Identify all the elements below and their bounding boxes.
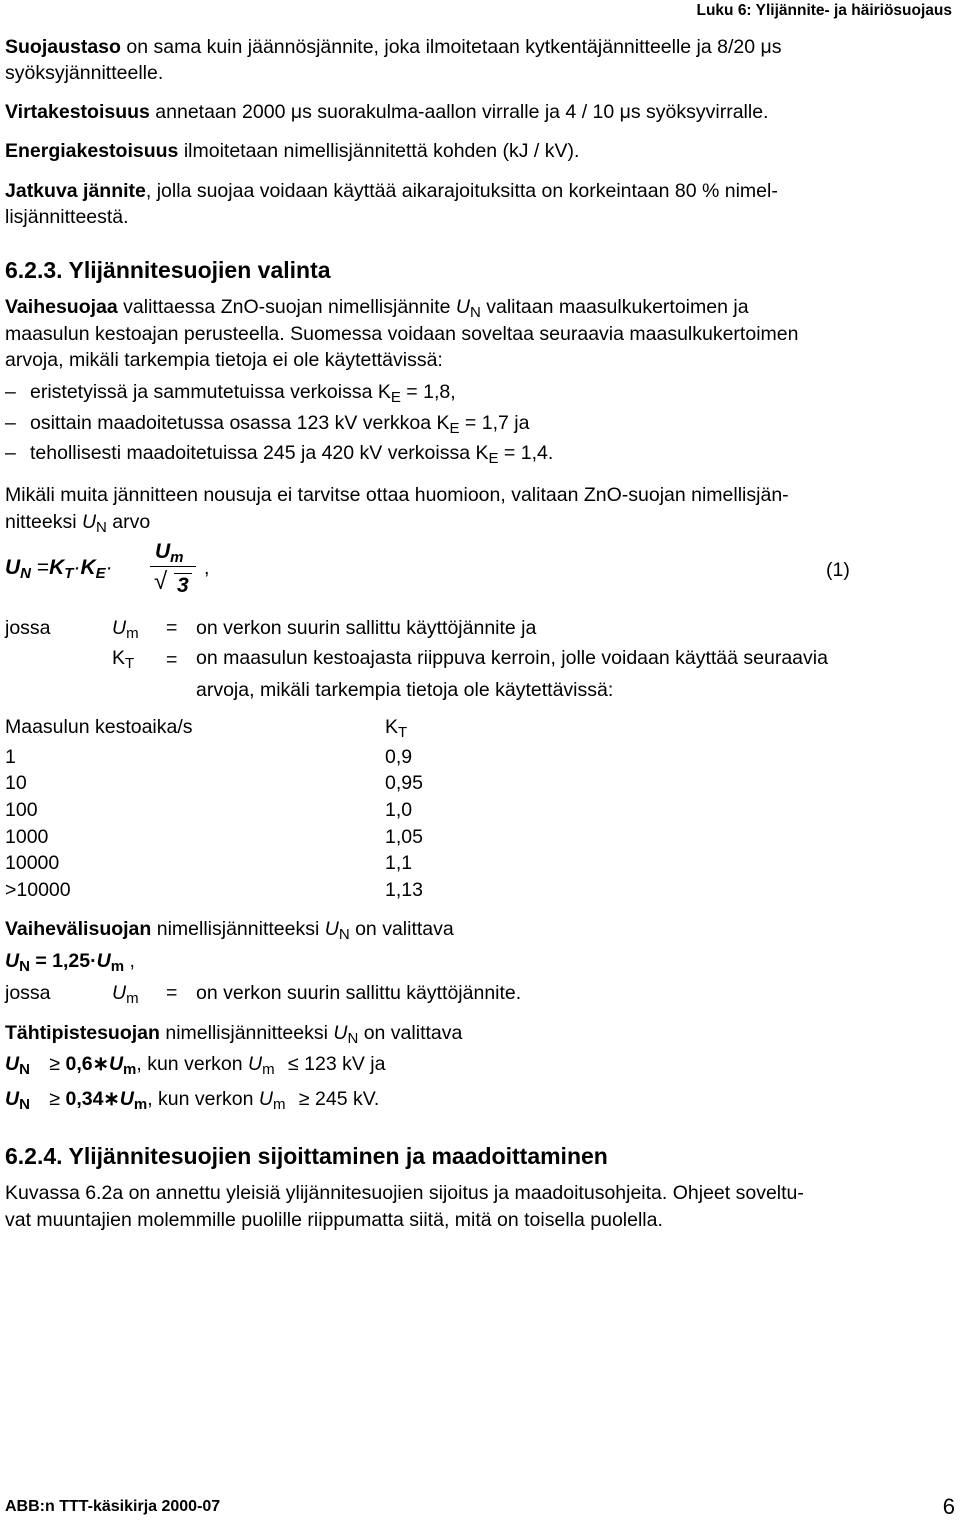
symbol: U (155, 540, 171, 563)
text: annetaan 2000 μs suorakulma-aallon virralle ja 4 / 10 μs syöksyvirralle. (149, 101, 769, 123)
coefficient: 0,6∗ (65, 1053, 109, 1075)
subscript: m (126, 990, 139, 1007)
subscript: N (96, 519, 107, 536)
subscript: E (449, 420, 460, 437)
text: 123 kV ja (304, 1053, 386, 1075)
coefficient: 0,34∗ (65, 1088, 120, 1110)
subscript: N (19, 958, 30, 975)
neutral-arrester-text (5, 1022, 463, 1047)
table-cell-kt: 1,1 (385, 852, 413, 874)
neutral-formula-2 (5, 1088, 380, 1113)
where-definition: on verkon suurin sallittu käyttöjännite. (196, 982, 522, 1004)
text: ilmoitetaan nimellisjännitettä kohden (kJ / kV). (178, 140, 580, 162)
para2-line2 (5, 511, 151, 536)
def-current-withstand (5, 101, 768, 123)
text: on valittava (358, 1022, 463, 1044)
where-definition-cont: arvoja, mikäli tarkempia tietoja ole käytettävissä: (196, 679, 614, 701)
subscript: m (110, 958, 125, 975)
text: , kun verkon (147, 1088, 259, 1110)
symbol: U (5, 950, 20, 972)
symbol: U (5, 1053, 20, 1075)
symbol: U (248, 1053, 263, 1075)
term: Jatkuva jännite (5, 180, 146, 202)
section-title-623: 6.2.3. Ylijännitesuojien valinta (5, 257, 331, 283)
subscript: m (170, 549, 184, 566)
formula-number: (1) (826, 559, 850, 581)
neutral-formula-1 (5, 1053, 386, 1078)
text: valittaessa ZnO-suojan nimellisjännite (117, 296, 456, 318)
where-symbol (112, 647, 135, 672)
intro-line2: maasulun kestoajan perusteella. Suomessa voidaan soveltaa seuraavia maasulkukertoimen (5, 323, 799, 345)
para2-line1: Mikäli muita jännitteen nousuja ei tarvitse ottaa huomioon, valitaan ZnO-suojan nimellisjän- (5, 484, 789, 506)
term: Suojaustaso (5, 36, 121, 58)
term: Energiakestoisuus (5, 140, 179, 162)
text: on sama kuin jäännösjännite, joka ilmoitetaan kytkentäjännitteelle ja 8/20 μs (120, 36, 782, 58)
dash: – (5, 381, 16, 403)
le-sign: ≤ (288, 1053, 299, 1075)
def-protection-level-cont: syöksyjännitteelle. (5, 62, 164, 84)
table-cell-kt: 0,95 (385, 772, 423, 794)
where-symbol (112, 982, 139, 1007)
text: on valittava (349, 918, 454, 940)
sqrt-sign: √ (154, 568, 168, 595)
subscript: N (19, 1061, 30, 1078)
table-cell-kt: 1,0 (385, 799, 413, 821)
subscript: m (262, 1061, 275, 1078)
symbol: K (80, 556, 96, 579)
subscript: N (20, 565, 32, 582)
subscript: m (272, 1096, 286, 1113)
bullet-text (30, 381, 456, 406)
symbol: U (119, 1088, 134, 1110)
formula-comma: , (204, 557, 210, 579)
table-cell-duration: 10000 (5, 852, 60, 874)
bullet-item (5, 412, 16, 434)
page-number: 6 (942, 1494, 955, 1519)
table-cell-duration: >10000 (5, 879, 71, 901)
text: , (124, 950, 135, 972)
dot: · (105, 556, 113, 579)
table-cell-duration: 100 (5, 799, 38, 821)
formula-numerator (155, 540, 184, 564)
dot: · (73, 556, 81, 579)
where-equals: = (166, 649, 178, 671)
def-continuous-voltage (5, 180, 778, 202)
subscript: N (347, 1030, 359, 1047)
def-energy-withstand (5, 140, 579, 162)
text: = 1,25· (29, 950, 97, 972)
where-definition: on maasulun kestoajasta riippuva kerroin, jolle voidaan käyttää seuraavia (196, 647, 828, 669)
text: , kun verkon (136, 1053, 249, 1075)
formula-1 (5, 556, 113, 580)
phase-arrester-intro (5, 296, 749, 321)
text: nimellisjännitteeksi (159, 1022, 334, 1044)
fraction-line (150, 566, 196, 567)
symbol: U (5, 556, 21, 579)
symbol: U (112, 617, 127, 639)
symbol: K (385, 716, 399, 738)
bullet-text (30, 442, 554, 467)
text: nimellisjännitteeksi (151, 918, 325, 940)
symbol: U (81, 511, 97, 533)
text: = 1,4. (498, 442, 554, 464)
text: 245 kV. (315, 1088, 380, 1110)
phase-arrester-text (5, 918, 454, 943)
where-equals: = (166, 617, 178, 639)
chapter-header: Luku 6: Ylijännite- ja häiriösuojaus (696, 2, 952, 19)
text: tehollisesti maadoitetuissa 245 ja 420 kV verkoissa K (30, 442, 489, 464)
subscript: m (133, 1096, 148, 1113)
symbol: U (324, 918, 339, 940)
intro-line3: arvoja, mikäli tarkempia tietoja ei ole käytettävissä: (5, 349, 443, 371)
subscript: m (126, 625, 139, 642)
table-cell-kt: 1,05 (385, 826, 423, 848)
formula-denominator: 3 (174, 573, 192, 598)
symbol: U (5, 1088, 20, 1110)
where-symbol (112, 617, 139, 642)
table-cell-duration: 10 (5, 772, 27, 794)
symbol: K (49, 556, 65, 579)
symbol: U (455, 296, 470, 318)
def-continuous-voltage-cont: lisjännitteestä. (5, 206, 129, 228)
section-title-624: 6.2.4. Ylijännitesuojien sijoittaminen ja maadoittaminen (5, 1143, 608, 1169)
subscript: E (390, 389, 401, 406)
text: osittain maadoitetussa osassa 123 kV verkkoa K (30, 412, 450, 434)
ge-sign: ≥ (49, 1053, 61, 1075)
symbol: U (112, 982, 127, 1004)
term: Vaihevälisuojan (5, 918, 152, 940)
table-cell-duration: 1 (5, 746, 16, 768)
term: Vaihesuojaa (5, 296, 118, 318)
symbol: K (112, 647, 126, 669)
subscript: T (125, 655, 135, 672)
text: , jolla suojaa voidaan käyttää aikarajoituksitta on korkeintaan 80 % nimel- (145, 180, 778, 202)
phase-formula (5, 950, 135, 975)
text: nitteeksi (5, 511, 82, 533)
subscript: N (19, 1096, 30, 1113)
subscript: T (64, 565, 74, 582)
bullet-text (30, 412, 530, 437)
where-label: jossa (5, 617, 51, 639)
text: = 1,7 ja (459, 412, 530, 434)
bullet-item (5, 442, 16, 464)
subscript: N (338, 926, 350, 943)
text: valitaan maasulkukertoimen ja (480, 296, 749, 318)
table-header-kt (385, 716, 408, 741)
subscript: N (469, 304, 481, 321)
where-equals: = (166, 982, 178, 1004)
term: Virtakestoisuus (5, 101, 150, 123)
subscript: E (488, 450, 499, 467)
footer-source: ABB:n TTT-käsikirja 2000-07 (5, 1498, 221, 1515)
symbol: U (96, 950, 111, 972)
bullet-item (5, 381, 16, 403)
subscript: E (95, 565, 106, 582)
term: Tähtipistesuojan (5, 1022, 160, 1044)
text: = 1,8, (400, 381, 456, 403)
table-cell-kt: 0,9 (385, 746, 413, 768)
dash: – (5, 412, 16, 434)
table-header-duration: Maasulun kestoaika/s (5, 716, 193, 738)
where-label: jossa (5, 982, 51, 1004)
def-protection-level (5, 36, 782, 58)
symbol: U (258, 1088, 273, 1110)
section2-line1: Kuvassa 6.2a on annettu yleisiä ylijännitesuojien sijoitus ja maadoitusohjeita. Ohjeet soveltu- (5, 1182, 804, 1204)
table-cell-kt: 1,13 (385, 879, 423, 901)
where-definition: on verkon suurin sallittu käyttöjännite ja (196, 617, 537, 639)
ge-sign: ≥ (298, 1088, 310, 1110)
subscript: m (123, 1061, 137, 1078)
symbol: U (333, 1022, 348, 1044)
dash: – (5, 442, 16, 464)
subscript: T (398, 724, 408, 741)
equals-sign: = (36, 556, 50, 579)
ge-sign: ≥ (49, 1088, 61, 1110)
table-cell-duration: 1000 (5, 826, 49, 848)
symbol: U (108, 1053, 124, 1075)
section2-line2: vat muuntajien molemmille puolille riippumatta siitä, mitä on toisella puolella. (5, 1209, 663, 1231)
text: eristetyissä ja sammutetuissa verkoissa K (30, 381, 391, 403)
text: arvo (106, 511, 151, 533)
